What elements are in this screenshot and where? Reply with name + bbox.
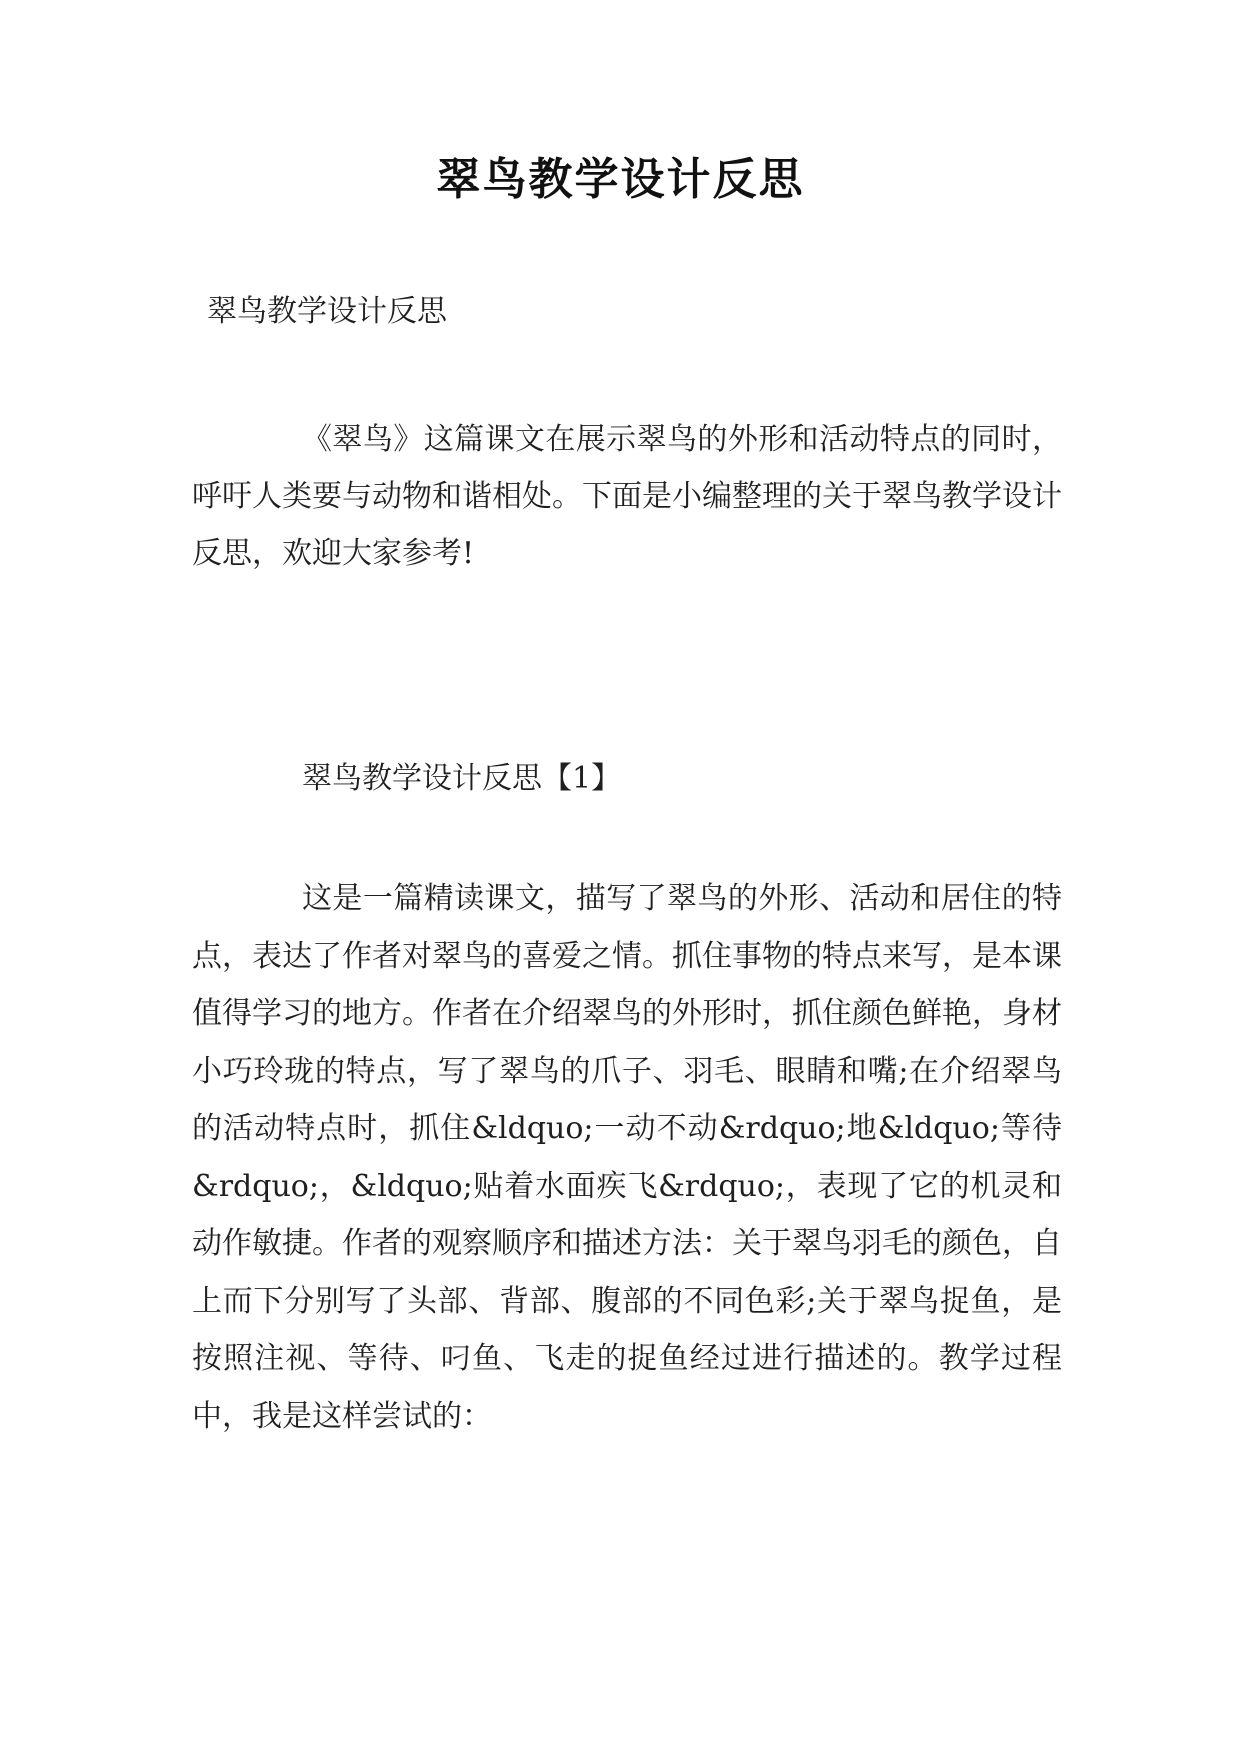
- document-subtitle: 翠鸟教学设计反思: [207, 294, 447, 329]
- section-heading: 翠鸟教学设计反思【1】: [302, 761, 622, 796]
- intro-paragraph: 《翠鸟》这篇课文在展示翠鸟的外形和活动特点的同时，呼吁人类要与动物和谐相处。下面是小编整理的关于翠鸟教学设计反思，欢迎大家参考!: [192, 422, 1062, 571]
- document-title: 翠鸟教学设计反思: [436, 154, 805, 205]
- section-paragraph: 这是一篇精读课文，描写了翠鸟的外形、活动和居住的特点，表达了作者对翠鸟的喜爱之情。抓住事物的特点来写，是本课值得学习的地方。作者在介绍翠鸟的外形时，抓住颜色鲜艳，身材小巧玲珑的特点，写了翠鸟的爪子、羽毛、眼睛和嘴;在介绍翠鸟的活动特点时，抓住&ldquo;一动不动&rdquo;地&ldquo;等待&rdquo;，&ldquo;贴着水面疾飞&rdquo;，表现了它的机灵和动作敏捷。作者的观察顺序和描述方法：关于翠鸟羽毛的颜色，自上而下分别写了头部、背部、腹部的不同色彩;关于翠鸟捉鱼，是按照注视、等待、叼鱼、飞走的捉鱼经过进行描述的。教学过程中，我是这样尝试的：: [192, 881, 1062, 1434]
